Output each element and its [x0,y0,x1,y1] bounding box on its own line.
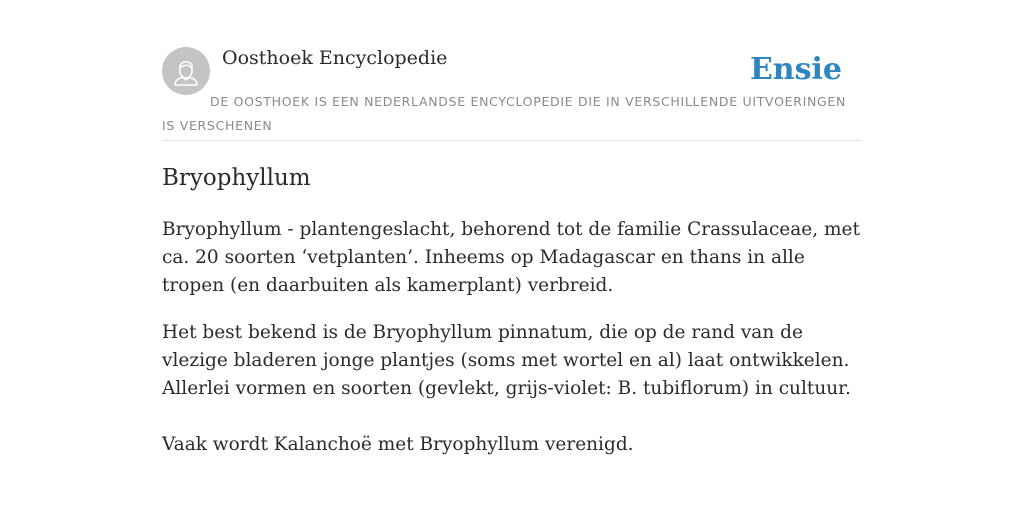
brand-logo[interactable]: Ensie [749,52,842,87]
article [162,160,866,459]
article-paragraph: Het best bekend is de Bryophyllum pinnatum, die op de rand van de vlezige bladeren jonge plantjes (soms met wortel en al) laat ontwikkelen. Allerlei vormen en soorten (gevlekt, grijs-violet: B. tubiflorum) in cultuur. [162,322,851,399]
user-silhouette-icon [162,47,210,95]
article-title: Bryophyllum [162,165,311,191]
source-description: DE OOSTHOEK IS EEN NEDERLANDSE ENCYCLOPEDIE DIE IN VERSCHILLENDE UITVOERINGEN IS VERSCHENEN [162,94,847,133]
source-title[interactable]: Oosthoek Encyclopedie [222,47,448,69]
avatar[interactable] [162,47,210,95]
article-paragraph: Vaak wordt Kalanchoë met Bryophyllum verenigd. [162,434,634,455]
article-paragraph: Bryophyllum - plantengeslacht, behorend tot de familie Crassulaceae, met ca. 20 soorten ‘vetplanten’. Inheems op Madagascar en thans in alle tropen (en daarbuiten als kamerplant) verbreid. [162,219,860,296]
source-header [162,46,862,141]
